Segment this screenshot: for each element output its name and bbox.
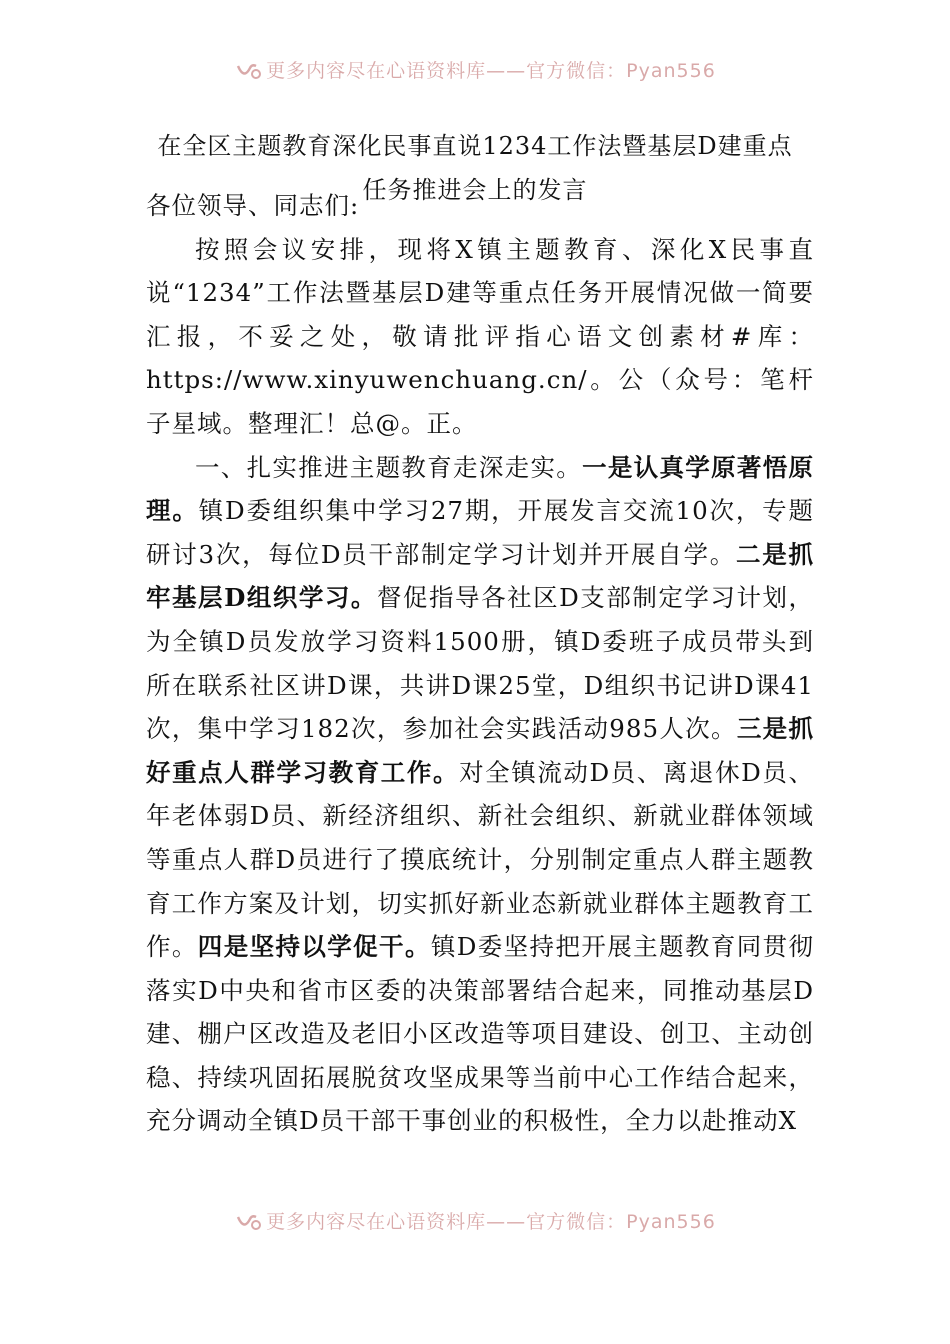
watermark-logo-icon [234, 62, 262, 82]
intro-paragraph: 按照会议安排，现将X镇主题教育、深化X民事直说“1234”工作法暨基层D建等重点任务开展情况做一简要汇报，不妥之处，敬请批评指心语文创素材#库：https://www.xinyuwenchuang.cn/。公（众号：笔杆子星域。整理汇！总@。正。 [146, 234, 814, 438]
header-watermark [0, 56, 950, 86]
point-1-text: 镇D委组织集中学习27期，开展发言交流10次，专题研讨3次，每位D员干部制定学习计划并开展自学。 [146, 496, 814, 569]
footer-watermark [0, 1207, 950, 1237]
salutation: 各位领导、同志们: [146, 191, 360, 220]
point-1-label: 一是认真学原著悟原理。 [146, 452, 815, 526]
section-1-paragraph [146, 446, 814, 1144]
point-3-text: 对全镇流动D员、离退休D员、年老体弱D员、新经济组织、新社会组织、新就业群体领域等重点人群D员进行了摸底统计，分别制定重点人群主题教育工作方案及计划，切实抓好新业态新就业群体主题教育工作。 [146, 757, 814, 962]
document-title-line-1: 在全区主题教育深化民事直说1234工作法暨基层D建重点 [157, 132, 793, 160]
watermark-text: 更多内容尽在心语资料库——官方微信：Pyan556 [266, 60, 716, 82]
watermark-text: 更多内容尽在心语资料库——官方微信：Pyan556 [266, 1211, 716, 1233]
point-4-label: 四是坚持以学促干。 [197, 932, 431, 962]
watermark-logo-icon [234, 1213, 262, 1233]
section-1-heading: 一、扎实推进主题教育走深走实。 [195, 452, 583, 482]
point-4-text: 镇D委坚持把开展主题教育同贯彻落实D中央和省市区委的决策部署结合起来，同推动基层D建、棚户区改造及老旧小区改造等项目建设、创卫、主动创稳、持续巩固拓展脱贫攻坚成果等当前中心工作结合起来，充分调动全镇D员干部干事创业的积极性，全力以赴推动X [146, 932, 814, 1136]
point-2-label: 二是抓牢基层D组织学习。 [146, 539, 815, 613]
document-body [146, 182, 814, 1143]
point-3-label: 三是抓好重点人群学习教育工作。 [146, 714, 814, 787]
document-title-line-2: 任务推进会上的发言 [362, 176, 588, 204]
point-2-text: 督促指导各社区D支部制定学习计划，为全镇D员发放学习资料1500册，镇D委班子成员带头到所在联系社区讲D课，共讲D课25堂，D组织书记讲D课41次，集中学习182次，参加社会实践活动985人次。 [146, 583, 814, 744]
